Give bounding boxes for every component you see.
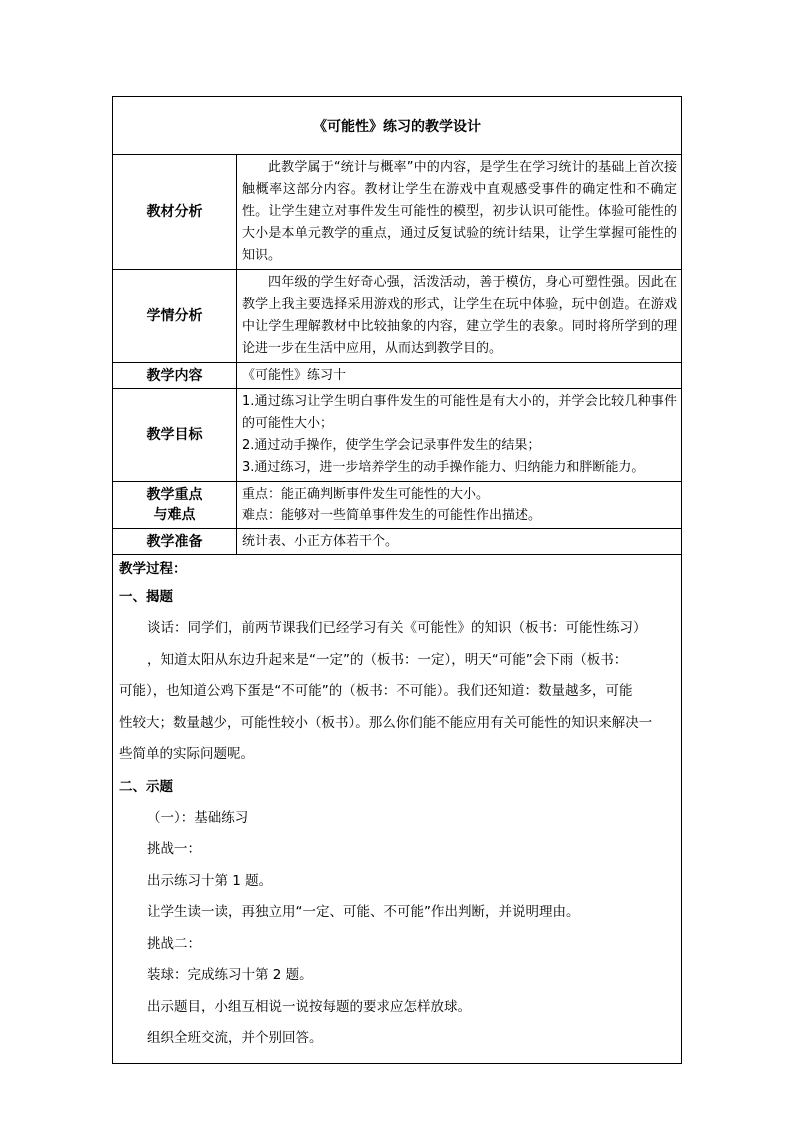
section-1-heading: 一、揭题	[119, 589, 173, 605]
process-heading: 教学过程：	[119, 561, 187, 577]
student-analysis-paragraph: 四年级的学生好奇心强，活泼活动，善于模仿，身心可塑性强。因此在教学上我主要选择采用游戏的形式，让学生在玩中体验，玩中创造。在游戏中让学生理解教材中比较抽象的内容，建立学生的表象。同时将所学到的理论进一步在生活中应用，从而达到教学目的。	[242, 275, 677, 356]
section-1-text: 谈话：同学们，前两节课我们已经学习有关《可能性》的知识（板书：可能性练习）	[147, 620, 647, 636]
teaching-process-cell	[113, 555, 682, 1064]
row-teaching-content	[113, 363, 682, 389]
label-teaching-goals: 教学目标	[113, 389, 237, 482]
row-teaching-process	[113, 555, 682, 1064]
text-teaching-content: 《可能性》练习十	[237, 363, 682, 389]
label-key-points-line2: 与难点	[153, 507, 196, 523]
section-1-line: 些简单的实际问题呢。	[119, 746, 254, 762]
process-line: 挑战一：	[147, 841, 201, 857]
text-material-analysis	[237, 155, 682, 270]
goal-item: 3.通过练习，进一步培养学生的动手操作能力、归纳能力和胖断能力。	[242, 460, 645, 475]
label-key-points-line1: 教学重点	[146, 487, 203, 503]
text-teaching-prep: 统计表、小正方体若干个。	[237, 529, 682, 555]
row-material-analysis	[113, 155, 682, 270]
process-line: 出示题目，小组互相说一说按每题的要求应怎样放球。	[147, 998, 471, 1015]
section-1-line: 性较大；数量越少，可能性较小（板书）。那么你们能不能应用有关可能性的知识来解决一	[119, 714, 653, 731]
subsection-heading: （一）：基础练习	[147, 809, 249, 826]
section-2-heading: 二、示题	[119, 778, 173, 795]
goal-item: 1.通过练习让学生明白事件发生的可能性是有大小的，并学会比较几种事件的可能性大小；	[242, 394, 677, 431]
material-analysis-paragraph: 此教学属于“统计与概率”中的内容，是学生在学习统计的基础上首次接触概率这部分内容。教材让学生在游戏中直观感受事件的确定性和不确定性。让学生建立对事件发生可能性的模型，初步认识可能性。体验可能性的大小是本单元教学的重点，通过反复试验的统计结果，让学生掌握可能性的知识。	[242, 160, 677, 263]
goal-item: 2.通过动手操作，使学生学会记录事件发生的结果；	[242, 438, 541, 453]
section-1-line: ，知道太阳从东边升起来是“一定”的（板书：一定），明天“可能”会下雨（板书：	[147, 651, 628, 668]
row-teaching-prep	[113, 529, 682, 555]
title-row	[113, 97, 682, 155]
label-material-analysis: 教材分析	[113, 155, 237, 270]
label-teaching-prep: 教学准备	[113, 529, 237, 555]
label-student-analysis: 学情分析	[113, 270, 237, 363]
label-key-points	[113, 482, 237, 529]
label-teaching-content: 教学内容	[113, 363, 237, 389]
lesson-plan-table	[112, 96, 682, 1064]
difficult-point: 难点：能够对一些简单事件发生的可能性作出描述。	[242, 508, 542, 523]
process-line: 出示练习十第 1 题。	[147, 872, 273, 889]
process-line: 让学生读一读，再独立用“一定、可能、不可能”作出判断，并说明理由。	[147, 904, 580, 920]
process-line: 装球：完成练习十第 2 题。	[147, 967, 313, 983]
row-student-analysis	[113, 270, 682, 363]
document-title: 《可能性》练习的教学设计	[113, 97, 682, 155]
section-1-line: 可能），也知道公鸡下蛋是“不可能”的（板书：不可能）。我们还知道：数量越多，可能	[119, 683, 633, 699]
text-key-points	[237, 482, 682, 529]
key-point: 重点：能正确判断事件发生可能性的大小。	[242, 487, 490, 502]
process-line: 挑战二：	[147, 935, 201, 952]
row-teaching-goals	[113, 389, 682, 482]
process-line: 组织全班交流，并个别回答。	[147, 1030, 323, 1046]
text-student-analysis	[237, 270, 682, 363]
text-teaching-goals	[237, 389, 682, 482]
row-key-points	[113, 482, 682, 529]
